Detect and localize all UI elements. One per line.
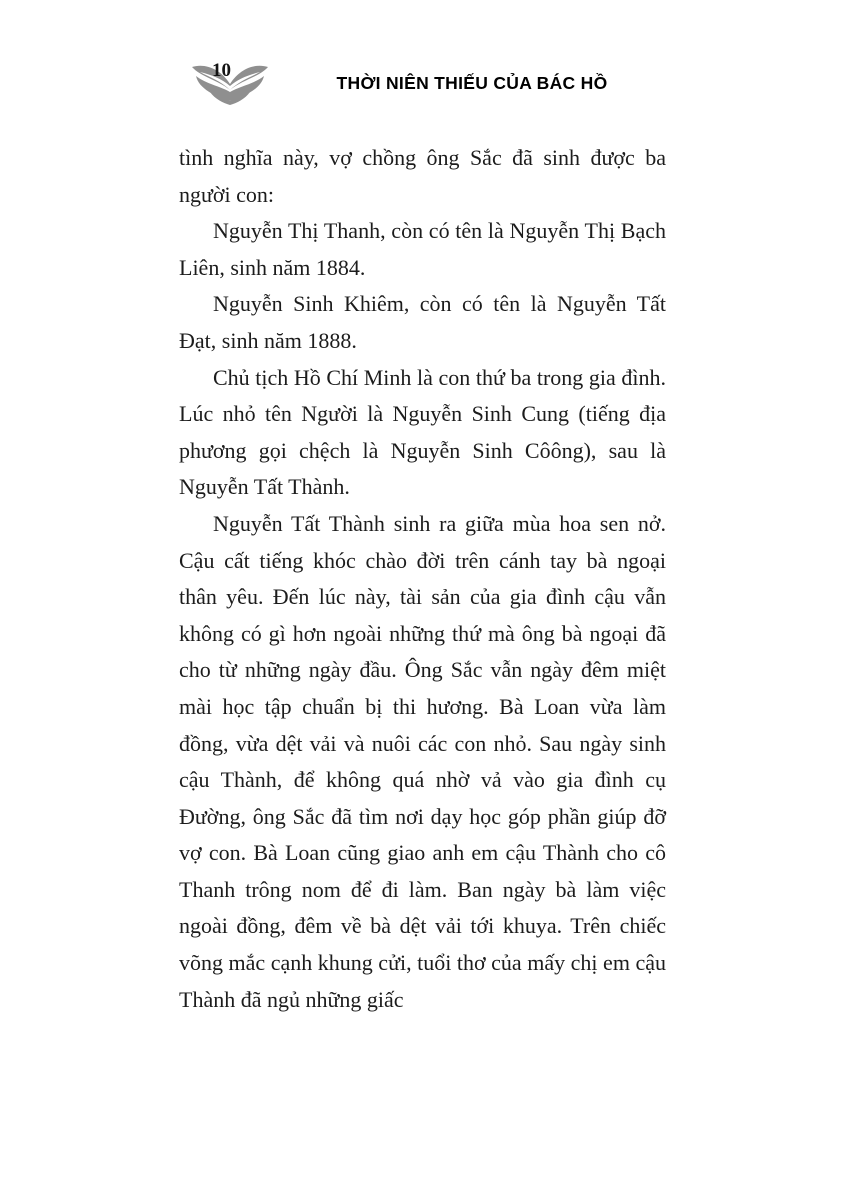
paragraph: Nguyễn Thị Thanh, còn có tên là Nguyễn Thị Bạch Liên, sinh năm 1884. <box>179 218 666 280</box>
paragraph: tình nghĩa này, vợ chồng ông Sắc đã sinh được ba người con: <box>179 145 666 207</box>
page-body-text <box>179 140 666 1018</box>
paragraph: Nguyễn Tất Thành sinh ra giữa mùa hoa sen nở. Cậu cất tiếng khóc chào đời trên cánh tay bà ngoại thân yêu. Đến lúc này, tài sản của gia đình cậu vẫn không có gì hơn ngoài những thứ mà ông bà ngoại đã cho từ những ngày đầu. Ông Sắc vẫn ngày đêm miệt mài học tập chuẩn bị thi hương. Bà Loan vừa làm đồng, vừa dệt vải và nuôi các con nhỏ. Sau ngày sinh cậu Thành, để không quá nhờ vả vào gia đình cụ Đường, ông Sắc đã tìm nơi dạy học góp phần giúp đỡ vợ con. Bà Loan cũng giao anh em cậu Thành cho cô Thanh trông nom để đi làm. Ban ngày bà làm việc ngoài đồng, đêm về bà dệt vải tới khuya. Trên chiếc võng mắc cạnh khung cửi, tuổi thơ của mấy chị em cậu Thành đã ngủ những giấc <box>179 510 666 1012</box>
page-header-left <box>188 52 272 108</box>
paragraph: Chủ tịch Hồ Chí Minh là con thứ ba trong gia đình. Lúc nhỏ tên Người là Nguyễn Sinh Cung (tiếng địa phương gọi chệch là Nguyễn Sinh Côông), sau là Nguyễn Tất Thành. <box>179 364 666 500</box>
running-head-title: THỜI NIÊN THIẾU CỦA BÁC HỒ <box>336 73 608 93</box>
paragraph: Nguyễn Sinh Khiêm, còn có tên là Nguyễn Tất Đạt, sinh năm 1888. <box>179 291 666 353</box>
page-number: 10 <box>212 60 231 81</box>
